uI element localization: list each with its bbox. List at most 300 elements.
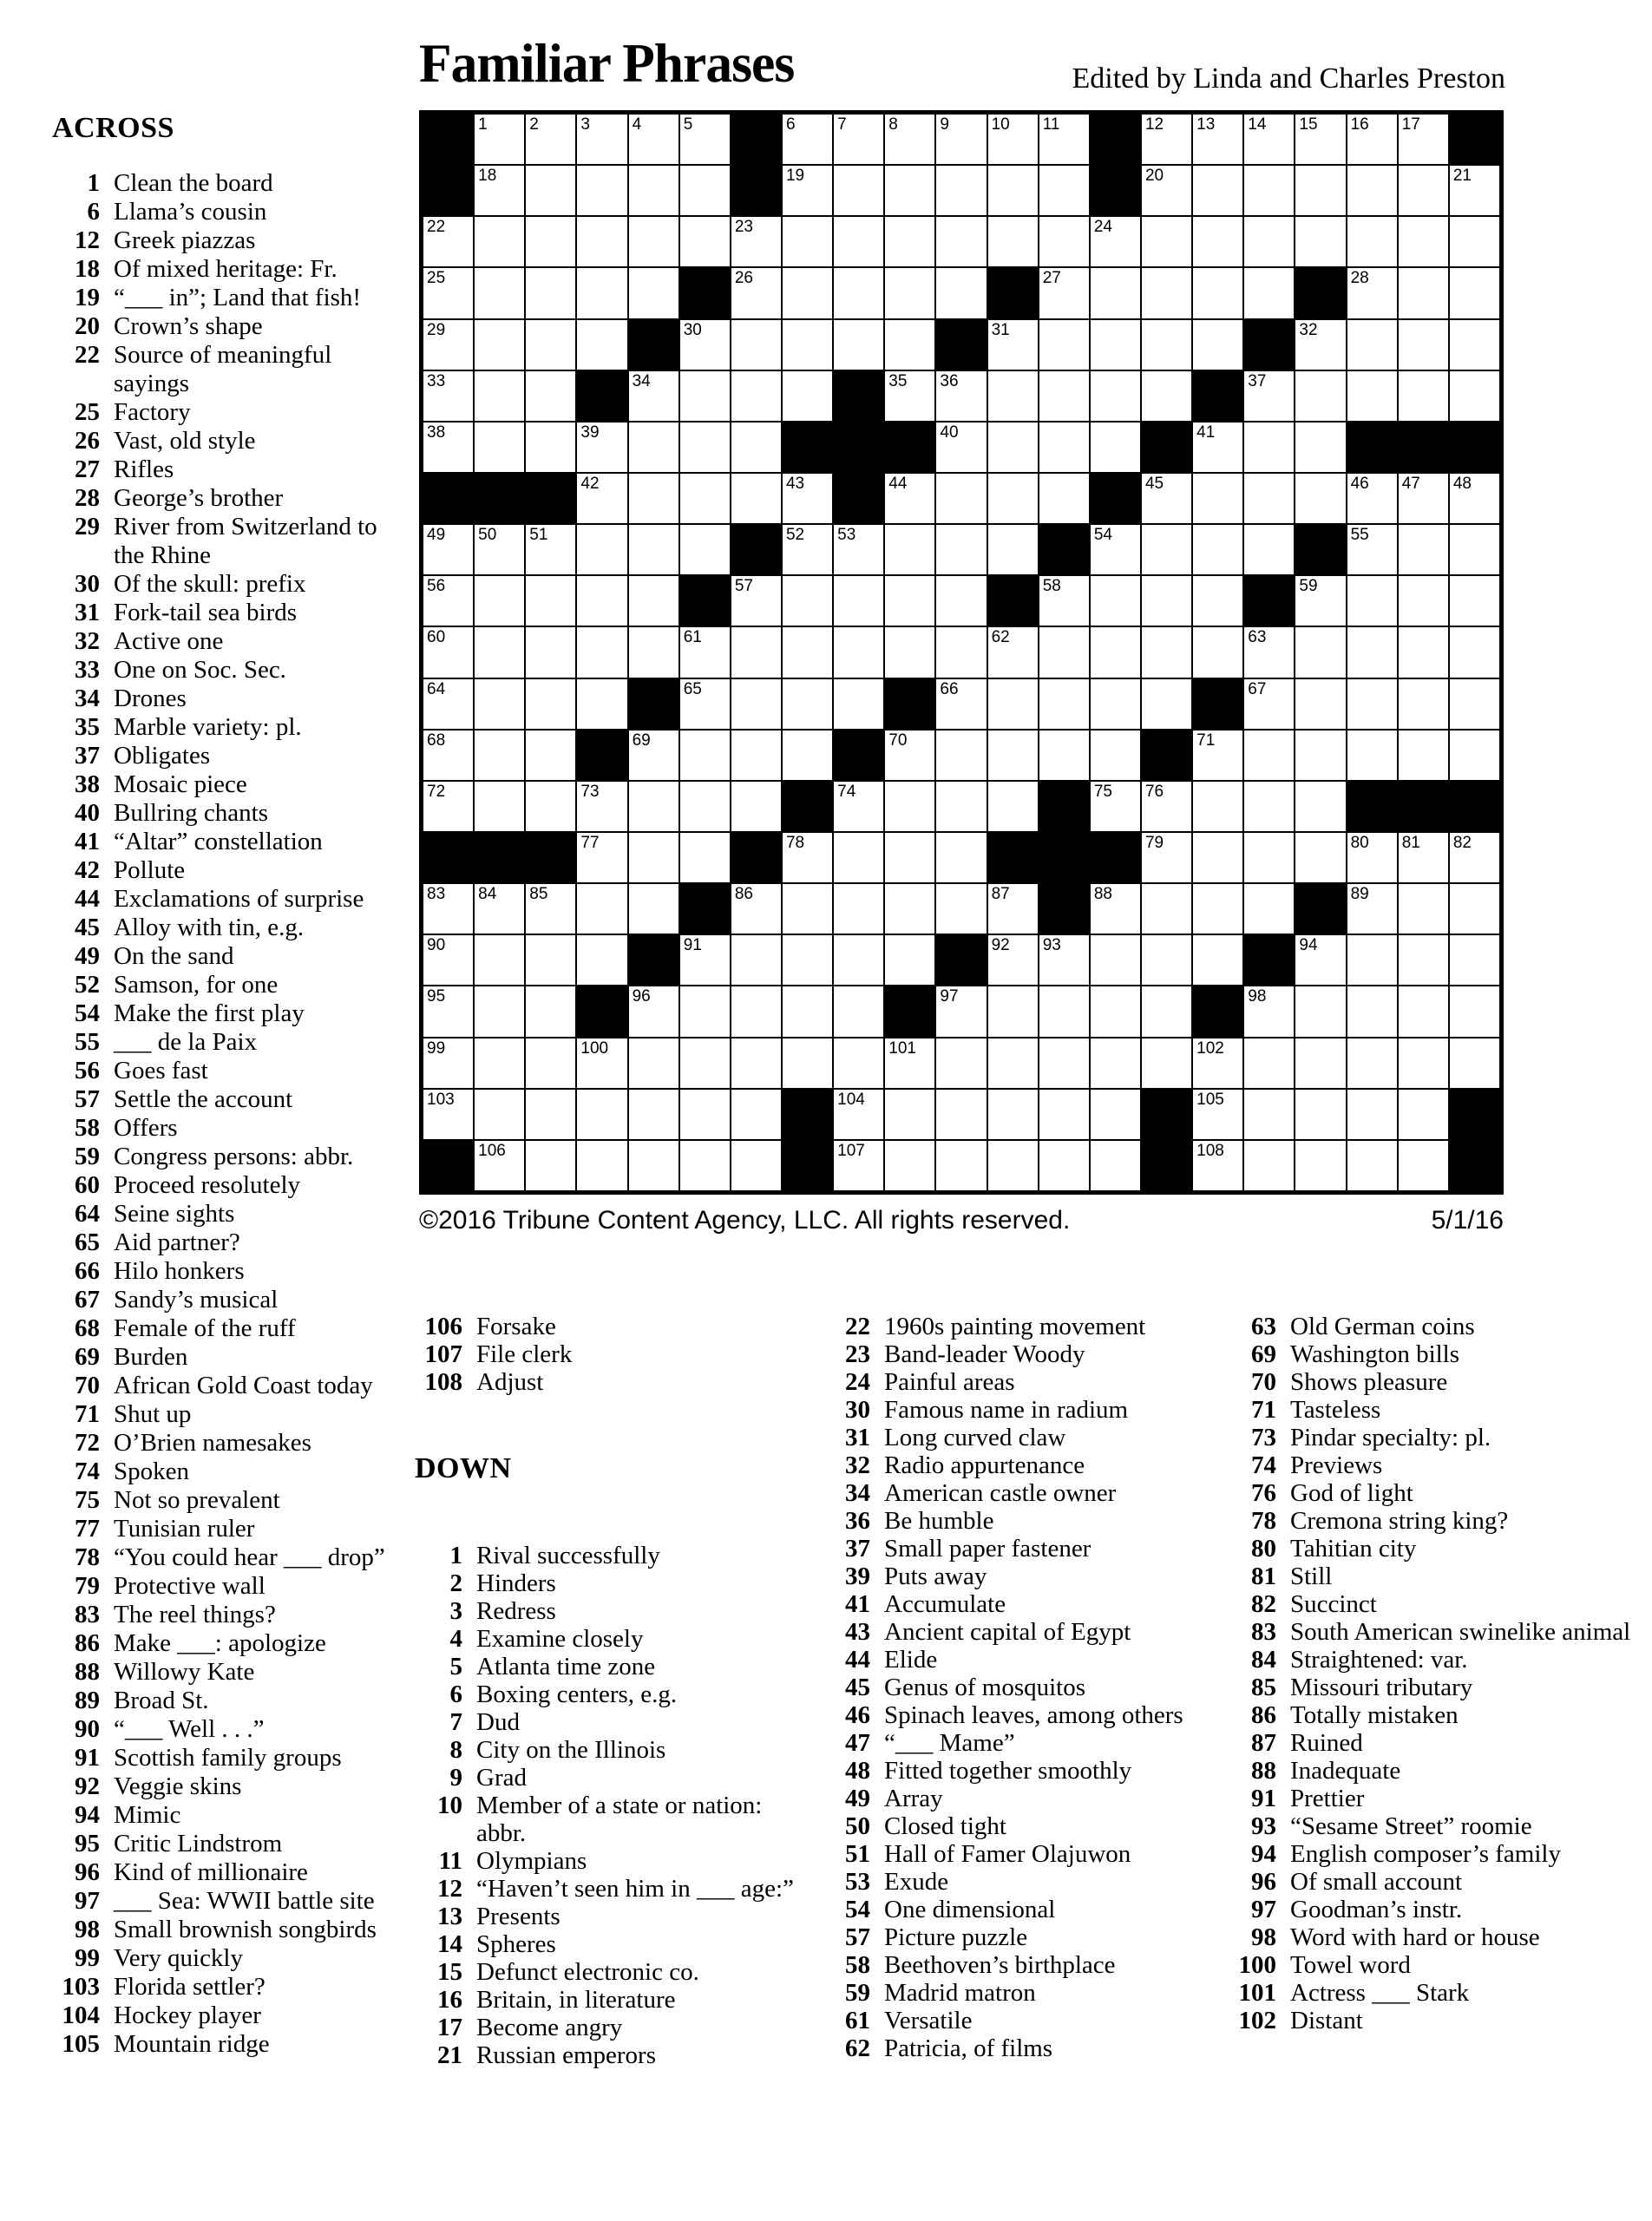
grid-cell[interactable] [884,370,935,422]
grid-cell[interactable] [525,216,576,267]
grid-cell[interactable] [987,473,1039,524]
grid-cell[interactable] [884,216,935,267]
grid-cell[interactable] [1295,216,1346,267]
grid-cell[interactable] [423,575,474,626]
grid-cell[interactable] [782,575,833,626]
grid-cell[interactable] [423,1089,474,1140]
grid-cell[interactable] [1347,883,1398,934]
grid-cell[interactable] [525,575,576,626]
grid-cell[interactable] [1141,114,1192,165]
grid-cell[interactable] [1398,165,1449,216]
grid-cell[interactable] [525,1089,576,1140]
grid-cell[interactable] [935,1038,987,1089]
grid-cell[interactable] [987,781,1039,832]
grid-cell[interactable] [731,934,782,986]
grid-cell[interactable] [782,165,833,216]
grid-cell[interactable] [1141,934,1192,986]
grid-cell[interactable] [1243,781,1295,832]
grid-cell[interactable] [935,986,987,1037]
grid-cell[interactable] [1295,934,1346,986]
grid-cell[interactable] [1295,165,1346,216]
grid-cell[interactable] [1295,1089,1346,1140]
grid-cell[interactable] [525,114,576,165]
grid-cell[interactable] [1090,1140,1141,1191]
grid-cell[interactable] [1243,1038,1295,1089]
grid-cell[interactable] [679,370,731,422]
grid-cell[interactable] [731,216,782,267]
grid-cell[interactable] [1295,678,1346,730]
grid-cell[interactable] [628,1140,679,1191]
grid-cell[interactable] [474,1140,525,1191]
grid-cell[interactable] [935,781,987,832]
grid-cell[interactable] [1398,524,1449,575]
grid-cell[interactable] [935,626,987,678]
grid-cell[interactable] [1039,165,1090,216]
grid-cell[interactable] [1398,730,1449,781]
grid-cell[interactable] [1243,267,1295,318]
grid-cell[interactable] [1449,370,1500,422]
grid-cell[interactable] [1192,1089,1243,1140]
grid-cell[interactable] [1192,267,1243,318]
grid-cell[interactable] [782,114,833,165]
grid-cell[interactable] [679,165,731,216]
grid-cell[interactable] [1449,319,1500,370]
grid-cell[interactable] [884,730,935,781]
grid-cell[interactable] [1295,986,1346,1037]
grid-cell[interactable] [1141,524,1192,575]
grid-cell[interactable] [525,986,576,1037]
grid-cell[interactable] [731,730,782,781]
grid-cell[interactable] [679,319,731,370]
grid-cell[interactable] [1141,986,1192,1037]
grid-cell[interactable] [576,267,627,318]
grid-cell[interactable] [679,730,731,781]
grid-cell[interactable] [679,934,731,986]
grid-cell[interactable] [1295,575,1346,626]
grid-cell[interactable] [628,524,679,575]
grid-cell[interactable] [474,216,525,267]
grid-cell[interactable] [935,883,987,934]
grid-cell[interactable] [1141,575,1192,626]
grid-cell[interactable] [525,370,576,422]
grid-cell[interactable] [782,678,833,730]
grid-cell[interactable] [782,267,833,318]
grid-cell[interactable] [1039,626,1090,678]
grid-cell[interactable] [833,1038,884,1089]
grid-cell[interactable] [628,781,679,832]
grid-cell[interactable] [628,422,679,473]
grid-cell[interactable] [935,832,987,883]
grid-cell[interactable] [1141,1038,1192,1089]
grid-cell[interactable] [1090,319,1141,370]
grid-cell[interactable] [1039,730,1090,781]
grid-cell[interactable] [731,678,782,730]
grid-cell[interactable] [833,781,884,832]
grid-cell[interactable] [1141,370,1192,422]
grid-cell[interactable] [1141,319,1192,370]
grid-cell[interactable] [1347,1038,1398,1089]
grid-cell[interactable] [628,986,679,1037]
grid-cell[interactable] [1398,114,1449,165]
grid-cell[interactable] [1039,575,1090,626]
grid-cell[interactable] [1295,626,1346,678]
grid-cell[interactable] [1295,473,1346,524]
grid-cell[interactable] [525,524,576,575]
grid-cell[interactable] [1243,114,1295,165]
grid-cell[interactable] [833,986,884,1037]
grid-cell[interactable] [782,832,833,883]
grid-cell[interactable] [1295,781,1346,832]
grid-cell[interactable] [1449,934,1500,986]
grid-cell[interactable] [474,934,525,986]
grid-cell[interactable] [576,473,627,524]
grid-cell[interactable] [1295,1140,1346,1191]
grid-cell[interactable] [576,1140,627,1191]
grid-cell[interactable] [935,216,987,267]
grid-cell[interactable] [731,1038,782,1089]
grid-cell[interactable] [1192,934,1243,986]
grid-cell[interactable] [833,832,884,883]
grid-cell[interactable] [474,422,525,473]
grid-cell[interactable] [1192,1038,1243,1089]
grid-cell[interactable] [525,678,576,730]
grid-cell[interactable] [1449,165,1500,216]
grid-cell[interactable] [1141,626,1192,678]
grid-cell[interactable] [1039,1089,1090,1140]
grid-cell[interactable] [1398,473,1449,524]
grid-cell[interactable] [1398,1038,1449,1089]
grid-cell[interactable] [525,267,576,318]
grid-cell[interactable] [628,370,679,422]
grid-cell[interactable] [423,216,474,267]
grid-cell[interactable] [423,422,474,473]
grid-cell[interactable] [1090,216,1141,267]
grid-cell[interactable] [576,575,627,626]
grid-cell[interactable] [423,626,474,678]
grid-cell[interactable] [884,319,935,370]
grid-cell[interactable] [833,267,884,318]
grid-cell[interactable] [731,1089,782,1140]
grid-cell[interactable] [628,626,679,678]
grid-cell[interactable] [935,370,987,422]
grid-cell[interactable] [935,114,987,165]
grid-cell[interactable] [1243,473,1295,524]
grid-cell[interactable] [1192,781,1243,832]
grid-cell[interactable] [1347,114,1398,165]
grid-cell[interactable] [1398,216,1449,267]
grid-cell[interactable] [833,319,884,370]
grid-cell[interactable] [935,575,987,626]
grid-cell[interactable] [1090,1038,1141,1089]
grid-cell[interactable] [731,1140,782,1191]
grid-cell[interactable] [731,422,782,473]
grid-cell[interactable] [1192,524,1243,575]
grid-cell[interactable] [628,1038,679,1089]
grid-cell[interactable] [423,730,474,781]
grid-cell[interactable] [474,524,525,575]
grid-cell[interactable] [576,678,627,730]
grid-cell[interactable] [1295,114,1346,165]
grid-cell[interactable] [1141,267,1192,318]
grid-cell[interactable] [1141,165,1192,216]
grid-cell[interactable] [782,370,833,422]
grid-cell[interactable] [679,1140,731,1191]
grid-cell[interactable] [1243,883,1295,934]
grid-cell[interactable] [1192,730,1243,781]
grid-cell[interactable] [1039,422,1090,473]
grid-cell[interactable] [884,1140,935,1191]
grid-cell[interactable] [525,1140,576,1191]
grid-cell[interactable] [833,114,884,165]
grid-cell[interactable] [423,1038,474,1089]
grid-cell[interactable] [987,1140,1039,1191]
grid-cell[interactable] [1449,832,1500,883]
grid-cell[interactable] [679,422,731,473]
grid-cell[interactable] [679,781,731,832]
grid-cell[interactable] [1039,267,1090,318]
grid-cell[interactable] [525,730,576,781]
grid-cell[interactable] [1243,832,1295,883]
grid-cell[interactable] [833,1140,884,1191]
grid-cell[interactable] [833,524,884,575]
grid-cell[interactable] [576,216,627,267]
grid-cell[interactable] [474,626,525,678]
grid-cell[interactable] [987,730,1039,781]
grid-cell[interactable] [628,473,679,524]
grid-cell[interactable] [1347,524,1398,575]
grid-cell[interactable] [731,319,782,370]
grid-cell[interactable] [1141,883,1192,934]
grid-cell[interactable] [1141,781,1192,832]
grid-cell[interactable] [1398,1140,1449,1191]
grid-cell[interactable] [1141,678,1192,730]
grid-cell[interactable] [1449,216,1500,267]
grid-cell[interactable] [1398,934,1449,986]
grid-cell[interactable] [884,473,935,524]
grid-cell[interactable] [833,216,884,267]
grid-cell[interactable] [987,1038,1039,1089]
grid-cell[interactable] [1398,319,1449,370]
grid-cell[interactable] [628,832,679,883]
grid-cell[interactable] [474,575,525,626]
grid-cell[interactable] [987,524,1039,575]
grid-cell[interactable] [525,781,576,832]
grid-cell[interactable] [1243,216,1295,267]
grid-cell[interactable] [884,524,935,575]
grid-cell[interactable] [1039,986,1090,1037]
grid-cell[interactable] [679,678,731,730]
grid-cell[interactable] [628,883,679,934]
grid-cell[interactable] [1090,524,1141,575]
grid-cell[interactable] [987,986,1039,1037]
grid-cell[interactable] [782,626,833,678]
grid-cell[interactable] [474,370,525,422]
grid-cell[interactable] [1039,114,1090,165]
grid-cell[interactable] [1243,370,1295,422]
grid-cell[interactable] [423,986,474,1037]
grid-cell[interactable] [474,165,525,216]
grid-cell[interactable] [576,524,627,575]
grid-cell[interactable] [1243,1089,1295,1140]
grid-cell[interactable] [1398,678,1449,730]
grid-cell[interactable] [782,730,833,781]
grid-cell[interactable] [525,626,576,678]
grid-cell[interactable] [833,165,884,216]
grid-cell[interactable] [935,473,987,524]
grid-cell[interactable] [1449,267,1500,318]
grid-cell[interactable] [935,165,987,216]
grid-cell[interactable] [679,473,731,524]
grid-cell[interactable] [576,1038,627,1089]
grid-cell[interactable] [987,114,1039,165]
grid-cell[interactable] [1449,986,1500,1037]
grid-cell[interactable] [884,781,935,832]
grid-cell[interactable] [1090,934,1141,986]
grid-cell[interactable] [1243,986,1295,1037]
grid-cell[interactable] [525,165,576,216]
grid-cell[interactable] [1347,730,1398,781]
grid-cell[interactable] [474,1089,525,1140]
grid-cell[interactable] [1295,832,1346,883]
grid-cell[interactable] [576,422,627,473]
grid-cell[interactable] [1192,165,1243,216]
grid-cell[interactable] [987,1089,1039,1140]
grid-cell[interactable] [1090,986,1141,1037]
grid-cell[interactable] [987,216,1039,267]
grid-cell[interactable] [679,832,731,883]
grid-cell[interactable] [884,934,935,986]
grid-cell[interactable] [628,165,679,216]
grid-cell[interactable] [782,934,833,986]
grid-cell[interactable] [474,678,525,730]
grid-cell[interactable] [1347,473,1398,524]
grid-cell[interactable] [423,370,474,422]
grid-cell[interactable] [679,1038,731,1089]
grid-cell[interactable] [1039,1140,1090,1191]
grid-cell[interactable] [782,216,833,267]
grid-cell[interactable] [1449,524,1500,575]
grid-cell[interactable] [731,267,782,318]
grid-cell[interactable] [1090,626,1141,678]
grid-cell[interactable] [679,524,731,575]
grid-cell[interactable] [1398,883,1449,934]
grid-cell[interactable] [782,524,833,575]
grid-cell[interactable] [1295,1038,1346,1089]
grid-cell[interactable] [1347,216,1398,267]
grid-cell[interactable] [1141,832,1192,883]
grid-cell[interactable] [1398,1089,1449,1140]
grid-cell[interactable] [1141,216,1192,267]
grid-cell[interactable] [1243,1140,1295,1191]
grid-cell[interactable] [935,422,987,473]
grid-cell[interactable] [884,883,935,934]
grid-cell[interactable] [423,678,474,730]
grid-cell[interactable] [1398,832,1449,883]
grid-cell[interactable] [1039,319,1090,370]
grid-cell[interactable] [987,319,1039,370]
grid-cell[interactable] [628,267,679,318]
grid-cell[interactable] [1243,165,1295,216]
grid-cell[interactable] [576,319,627,370]
grid-cell[interactable] [576,165,627,216]
grid-cell[interactable] [1090,267,1141,318]
grid-cell[interactable] [731,575,782,626]
grid-cell[interactable] [1449,575,1500,626]
grid-cell[interactable] [1295,370,1346,422]
grid-cell[interactable] [423,781,474,832]
grid-cell[interactable] [884,832,935,883]
grid-cell[interactable] [1090,678,1141,730]
grid-cell[interactable] [782,319,833,370]
grid-cell[interactable] [987,934,1039,986]
grid-cell[interactable] [1398,370,1449,422]
grid-cell[interactable] [731,473,782,524]
grid-cell[interactable] [782,986,833,1037]
grid-cell[interactable] [731,986,782,1037]
grid-cell[interactable] [474,986,525,1037]
grid-cell[interactable] [628,575,679,626]
grid-cell[interactable] [1192,473,1243,524]
grid-cell[interactable] [1347,1140,1398,1191]
grid-cell[interactable] [679,114,731,165]
grid-cell[interactable] [576,1089,627,1140]
grid-cell[interactable] [1192,883,1243,934]
grid-cell[interactable] [731,370,782,422]
grid-cell[interactable] [1039,678,1090,730]
grid-cell[interactable] [1449,883,1500,934]
grid-cell[interactable] [935,267,987,318]
grid-cell[interactable] [525,1038,576,1089]
grid-cell[interactable] [1347,626,1398,678]
grid-cell[interactable] [1347,319,1398,370]
grid-cell[interactable] [731,883,782,934]
grid-cell[interactable] [1090,781,1141,832]
grid-cell[interactable] [1347,165,1398,216]
grid-cell[interactable] [1243,524,1295,575]
grid-cell[interactable] [1090,422,1141,473]
grid-cell[interactable] [1449,730,1500,781]
grid-cell[interactable] [782,883,833,934]
grid-cell[interactable] [576,626,627,678]
grid-cell[interactable] [1090,370,1141,422]
grid-cell[interactable] [731,626,782,678]
grid-cell[interactable] [1347,986,1398,1037]
grid-cell[interactable] [987,626,1039,678]
grid-cell[interactable] [1039,473,1090,524]
grid-cell[interactable] [474,114,525,165]
grid-cell[interactable] [1347,370,1398,422]
grid-cell[interactable] [884,114,935,165]
grid-cell[interactable] [1295,730,1346,781]
grid-cell[interactable] [1192,1140,1243,1191]
grid-cell[interactable] [576,114,627,165]
grid-cell[interactable] [987,165,1039,216]
grid-cell[interactable] [576,832,627,883]
grid-cell[interactable] [679,1089,731,1140]
grid-cell[interactable] [576,934,627,986]
grid-cell[interactable] [1090,883,1141,934]
grid-cell[interactable] [679,626,731,678]
grid-cell[interactable] [1398,575,1449,626]
grid-cell[interactable] [1347,267,1398,318]
grid-cell[interactable] [1243,422,1295,473]
grid-cell[interactable] [525,883,576,934]
grid-cell[interactable] [833,575,884,626]
grid-cell[interactable] [1398,986,1449,1037]
grid-cell[interactable] [576,883,627,934]
grid-cell[interactable] [935,1140,987,1191]
grid-cell[interactable] [884,626,935,678]
